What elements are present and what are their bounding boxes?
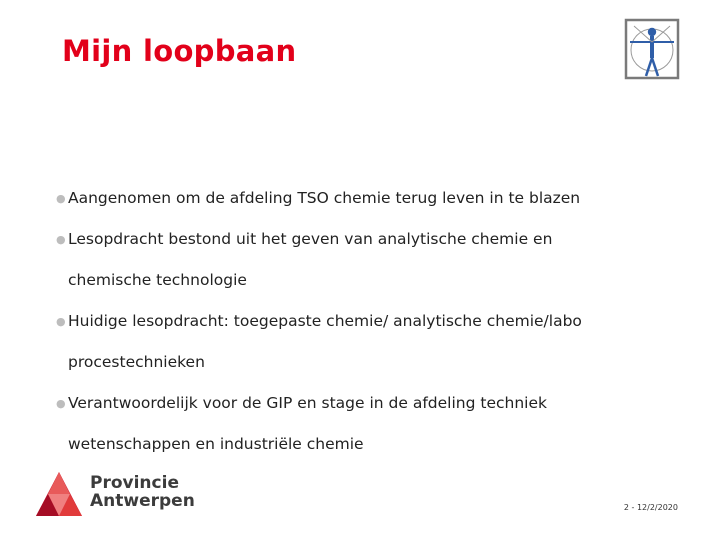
bullet-item [56, 219, 676, 301]
page-number-date: 2 - 12/2/2020 [623, 503, 678, 512]
bullet-item [56, 301, 676, 383]
bullet-line: wetenschappen en industriële chemie [68, 435, 364, 453]
bullet-dot-icon: ● [56, 192, 66, 205]
bullet-dot-icon: ● [56, 397, 66, 410]
bullet-line: Huidige lesopdracht: toegepaste chemie/ analytische chemie/labo [68, 312, 582, 330]
logo-line-1: Provincie [90, 473, 179, 493]
province-logo-icon [34, 470, 84, 518]
provincie-antwerpen-logo [34, 470, 194, 520]
bullet-line: Verantwoordelijk voor de GIP en stage in de afdeling techniek [68, 394, 547, 412]
bullet-dot-icon: ● [56, 315, 66, 328]
bullet-list [56, 178, 676, 465]
bullet-line: Aangenomen om de afdeling TSO chemie terug leven in te blazen [68, 189, 581, 207]
bullet-line: chemische technologie [68, 271, 247, 289]
logo-line-2: Antwerpen [90, 491, 195, 511]
bullet-item [56, 178, 676, 219]
bullet-line: procestechnieken [68, 353, 205, 371]
logo-text [90, 474, 195, 510]
bullet-dot-icon: ● [56, 233, 66, 246]
bullet-item [56, 383, 676, 465]
slide-title: Mijn loopbaan [62, 34, 297, 68]
vitruvian-man-icon [624, 18, 680, 80]
bullet-line: Lesopdracht bestond uit het geven van analytische chemie en [68, 230, 553, 248]
